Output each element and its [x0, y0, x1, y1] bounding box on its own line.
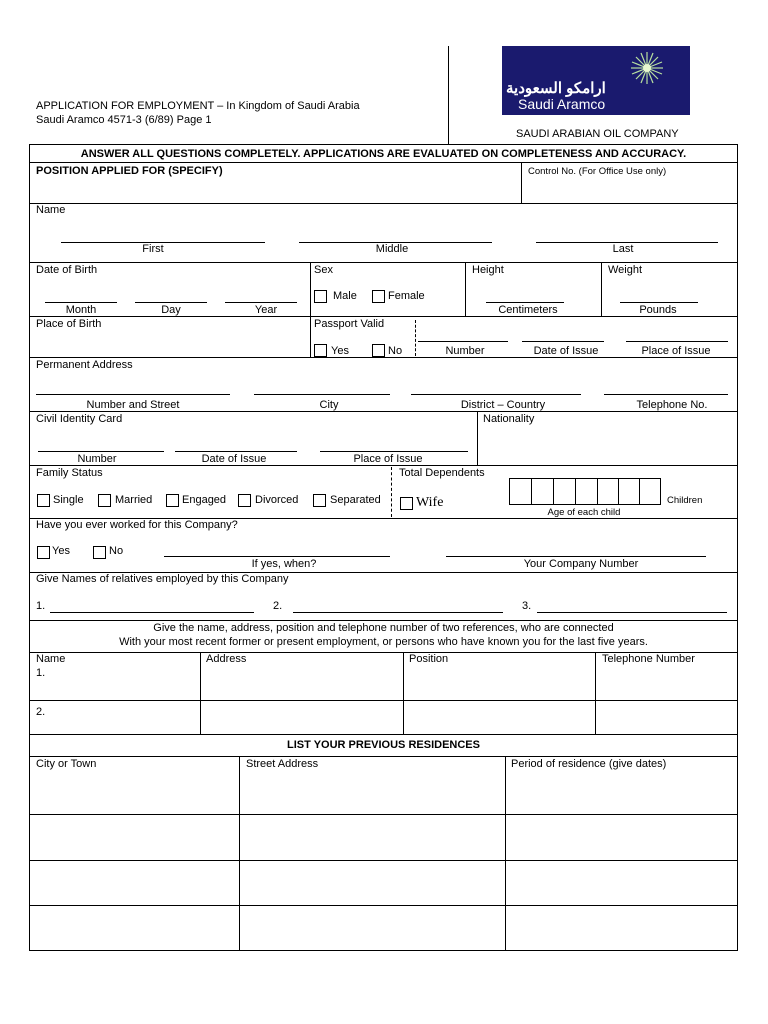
dob-day-field[interactable] [135, 302, 207, 303]
relative-1-field[interactable] [50, 612, 254, 613]
wife-checkbox[interactable] [400, 497, 413, 510]
divider [29, 162, 738, 163]
single-label: Single [53, 494, 84, 506]
children-label: Children [667, 495, 703, 506]
logo-arabic-text: ارامكو السعودية [506, 80, 606, 97]
references-instruction-1: Give the name, address, position and telephone number of two references, who are connected [153, 622, 614, 634]
age-each-child-caption: Age of each child [547, 507, 621, 518]
divider [29, 262, 738, 263]
ref-row-1-number: 1. [36, 667, 46, 679]
ref-row-1[interactable] [30, 666, 737, 699]
ref-col-telephone: Telephone Number [602, 653, 695, 665]
separated-checkbox[interactable] [313, 494, 326, 507]
divider [597, 478, 598, 505]
res-col-city: City or Town [36, 758, 97, 770]
relative-3-field[interactable] [537, 612, 727, 613]
relative-1-number: 1. [36, 600, 46, 612]
sex-label: Sex [314, 264, 333, 276]
weight-label: Weight [608, 264, 643, 276]
divider [531, 478, 532, 505]
height-unit: Centimeters [498, 304, 558, 316]
divorced-checkbox[interactable] [238, 494, 251, 507]
control-no-input[interactable] [523, 178, 737, 202]
divider [521, 162, 522, 203]
engaged-label: Engaged [182, 494, 227, 506]
dob-year-caption: Year [254, 304, 278, 316]
ref-col-position: Position [409, 653, 449, 665]
passport-yes-label: Yes [331, 345, 349, 357]
residence-row[interactable] [30, 815, 737, 859]
district-field[interactable] [411, 394, 581, 395]
ref-row-2-number: 2. [36, 706, 46, 718]
divider [29, 734, 738, 735]
divider [310, 262, 311, 357]
control-no-label: Control No. (For Office Use only) [528, 166, 667, 177]
last-name-caption: Last [612, 243, 634, 255]
street-caption: Number and Street [86, 399, 180, 411]
divider [477, 411, 478, 465]
residence-row[interactable] [30, 861, 737, 904]
pob-label: Place of Birth [36, 318, 102, 330]
dob-year-field[interactable] [225, 302, 297, 303]
weight-unit: Pounds [639, 304, 677, 316]
dob-label: Date of Birth [36, 264, 98, 276]
ref-col-name: Name [36, 653, 66, 665]
married-checkbox[interactable] [98, 494, 111, 507]
male-checkbox[interactable] [314, 290, 327, 303]
civil-place-caption: Place of Issue [353, 453, 423, 465]
form-subtitle: Saudi Aramco 4571-3 (6/89) Page 1 [36, 114, 212, 126]
height-field[interactable] [486, 302, 564, 303]
relatives-label: Give Names of relatives employed by this Company [36, 573, 289, 585]
middle-name-caption: Middle [375, 243, 409, 255]
civil-id-label: Civil Identity Card [36, 413, 123, 425]
worked-when-field[interactable] [164, 556, 390, 557]
female-checkbox[interactable] [372, 290, 385, 303]
divider [601, 262, 602, 316]
res-col-street: Street Address [246, 758, 319, 770]
residence-row[interactable] [30, 772, 737, 813]
telephone-caption: Telephone No. [636, 399, 708, 411]
civil-number-field[interactable] [38, 451, 164, 452]
divider [391, 467, 392, 517]
address-label: Permanent Address [36, 359, 133, 371]
weight-field[interactable] [620, 302, 698, 303]
ref-row-2[interactable] [30, 701, 737, 733]
first-name-caption: First [142, 243, 164, 255]
worked-no-label: No [109, 545, 124, 557]
passport-no-label: No [388, 345, 403, 357]
passport-date-caption: Date of Issue [533, 345, 599, 357]
passport-number-caption: Number [445, 345, 485, 357]
divider [575, 478, 576, 505]
saudi-aramco-logo [502, 46, 690, 115]
street-field[interactable] [36, 394, 230, 395]
res-col-period: Period of residence (give dates) [511, 758, 667, 770]
district-caption: District – Country [460, 399, 546, 411]
company-name: SAUDI ARABIAN OIL COMPANY [516, 128, 679, 140]
worked-yes-checkbox[interactable] [37, 546, 50, 559]
residence-row[interactable] [30, 906, 737, 950]
position-input[interactable] [30, 178, 520, 202]
worked-label: Have you ever worked for this Company? [36, 519, 238, 531]
dob-day-caption: Day [161, 304, 181, 316]
city-caption: City [319, 399, 339, 411]
references-instruction-2: With your most recent former or present employment, or persons who have known you for the last five years. [119, 636, 648, 648]
divider [29, 203, 738, 204]
company-number-caption: Your Company Number [523, 558, 639, 570]
name-label: Name [36, 204, 66, 216]
divider [415, 320, 416, 356]
wife-label: Wife [416, 495, 444, 510]
worked-yes-label: Yes [52, 545, 70, 557]
nationality-input[interactable] [479, 428, 737, 464]
worked-when-caption: If yes, when? [251, 558, 317, 570]
position-label: POSITION APPLIED FOR (SPECIFY) [36, 165, 223, 177]
company-number-field[interactable] [446, 556, 706, 557]
worked-no-checkbox[interactable] [93, 546, 106, 559]
family-status-label: Family Status [36, 467, 103, 479]
divider [29, 756, 738, 757]
divider [29, 620, 738, 621]
divorced-label: Divorced [255, 494, 299, 506]
ref-col-address: Address [206, 653, 247, 665]
civil-place-field[interactable] [320, 451, 468, 452]
civil-number-caption: Number [77, 453, 117, 465]
instructions-banner: ANSWER ALL QUESTIONS COMPLETELY. APPLICATIONS ARE EVALUATED ON COMPLETENESS AND ACCURACY. [80, 148, 687, 160]
telephone-field[interactable] [604, 394, 728, 395]
married-label: Married [115, 494, 153, 506]
pob-input[interactable] [30, 332, 308, 356]
civil-date-caption: Date of Issue [201, 453, 267, 465]
passport-no-checkbox[interactable] [372, 344, 385, 357]
city-field[interactable] [254, 394, 390, 395]
relative-3-number: 3. [522, 600, 532, 612]
male-label: Male [333, 290, 357, 302]
divider [639, 478, 640, 505]
engaged-checkbox[interactable] [166, 494, 179, 507]
passport-number-field[interactable] [418, 341, 508, 342]
nationality-label: Nationality [483, 413, 535, 425]
female-label: Female [388, 290, 425, 302]
single-checkbox[interactable] [37, 494, 50, 507]
civil-date-field[interactable] [175, 451, 297, 452]
divider [553, 478, 554, 505]
height-label: Height [472, 264, 504, 276]
passport-yes-checkbox[interactable] [314, 344, 327, 357]
divider [618, 478, 619, 505]
passport-label: Passport Valid [314, 318, 385, 330]
header-divider [448, 46, 449, 144]
passport-date-field[interactable] [522, 341, 604, 342]
dependents-label: Total Dependents [399, 467, 485, 479]
passport-place-caption: Place of Issue [641, 345, 711, 357]
relative-2-number: 2. [273, 600, 283, 612]
form-title: APPLICATION FOR EMPLOYMENT – In Kingdom of Saudi Arabia [36, 100, 360, 112]
divider [465, 262, 466, 316]
separated-label: Separated [330, 494, 381, 506]
passport-place-field[interactable] [626, 341, 728, 342]
logo-english-text: Saudi Aramco [518, 96, 606, 112]
dob-month-caption: Month [65, 304, 97, 316]
dob-month-field[interactable] [45, 302, 117, 303]
residences-title: LIST YOUR PREVIOUS RESIDENCES [287, 739, 480, 751]
relative-2-field[interactable] [293, 612, 503, 613]
